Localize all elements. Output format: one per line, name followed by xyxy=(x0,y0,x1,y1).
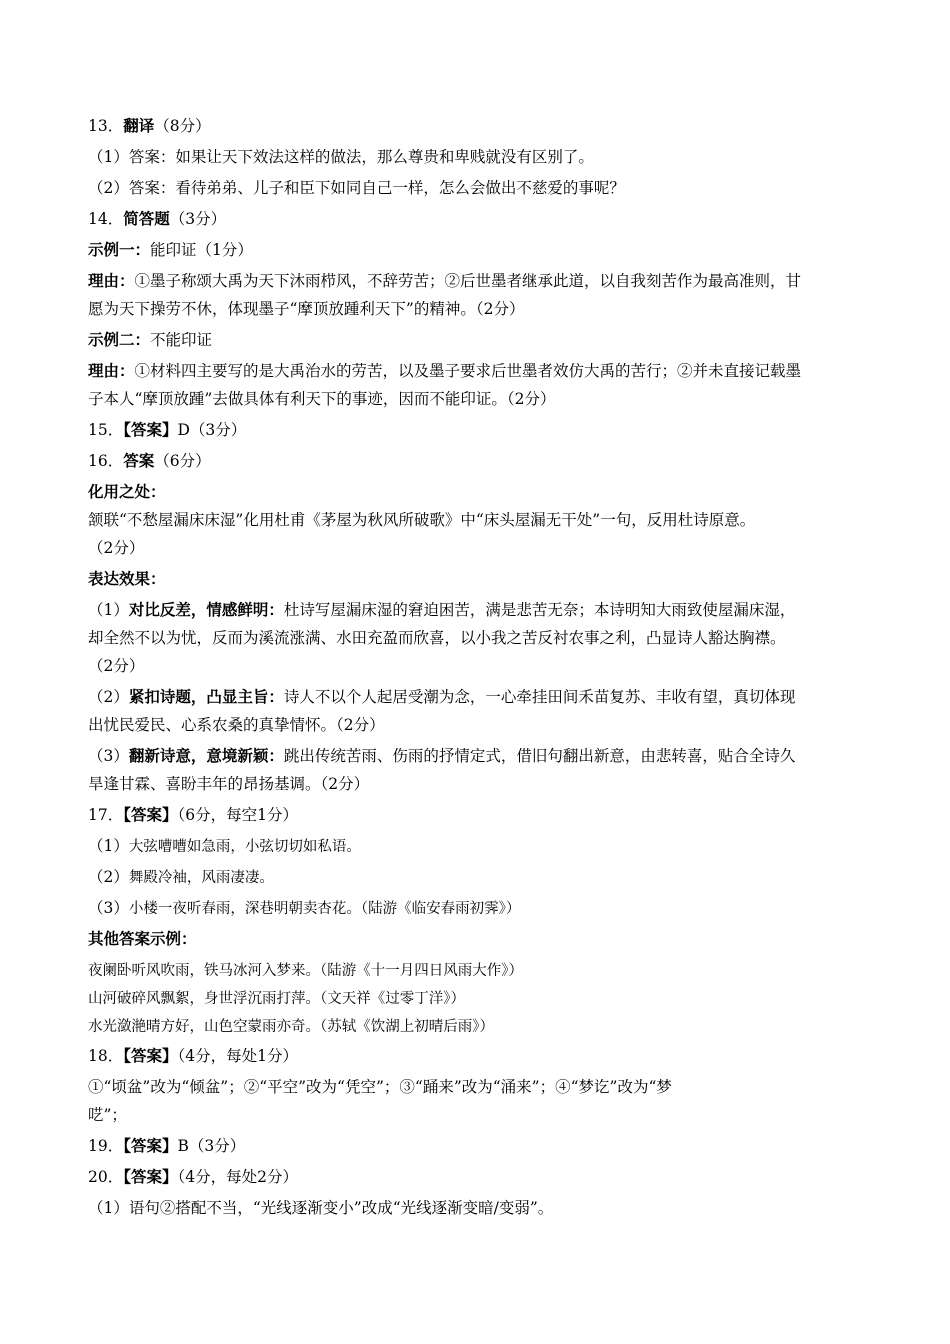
text-span: 14． xyxy=(88,210,124,228)
text-span: （1）语句②搭配不当，“光线逐渐变小”改成“光线逐渐变暗/变弱”。 xyxy=(88,1199,554,1217)
text-line xyxy=(88,656,863,676)
text-span: 杜诗写屋漏床湿的窘迫困苦，满是悲苦无奈；本诗明知大雨致使屋漏床湿， xyxy=(283,601,796,619)
text-line xyxy=(88,836,863,857)
text-span: 舞殿冷袖，风雨凄凄。 xyxy=(128,870,274,886)
text-line xyxy=(88,1105,863,1125)
text-line xyxy=(88,929,863,949)
text-line xyxy=(88,1046,863,1066)
text-span: （1） xyxy=(88,837,129,855)
bold-text: 紧扣诗题，凸显主旨： xyxy=(128,687,284,706)
text-span: 颔联“不愁屋漏床床湿”化用杜甫《茅屋为秋风所破歌》中“床头屋漏无干处”一句，反用杜诗原意。 xyxy=(88,511,756,529)
text-span: 子本人“摩顶放踵”去做具体有利天下的事迹，因而不能印证。（2分） xyxy=(88,390,556,408)
bold-text: 理由： xyxy=(88,271,135,290)
text-span: 能印证（1分） xyxy=(150,241,253,259)
text-span: 诗人不以个人起居受潮为念，一心牵挂田间禾苗复苏、丰收有望，真切体现 xyxy=(283,688,796,706)
bold-text: 【答案】 xyxy=(123,805,178,824)
text-span: 水光潋滟晴方好，山色空蒙雨亦奇。（苏轼《饮湖上初晴后雨》） xyxy=(88,1019,494,1035)
text-span: 愿为天下操劳不休，体现墨子“摩顶放踵利天下”的精神。（2分） xyxy=(88,300,525,318)
bold-text: 示例二： xyxy=(88,330,151,349)
text-line xyxy=(88,628,863,648)
text-line xyxy=(88,482,863,502)
text-span: 15． xyxy=(88,421,124,439)
bold-text: 理由： xyxy=(88,361,135,380)
bold-text: 翻译 xyxy=(123,116,155,135)
text-line xyxy=(88,330,863,350)
text-span: （3分） xyxy=(169,210,227,228)
text-span: 大弦嘈嘈如急雨，小弦切切如私语。 xyxy=(128,839,361,855)
text-span: 夜阑卧听风吹雨，铁马冰河入梦来。（陆游《十一月四日风雨大作》） xyxy=(88,963,523,979)
text-span: 小楼一夜听春雨，深巷明朝卖杏花。（陆游《临安春雨初霁》） xyxy=(128,901,521,917)
text-span: （2分） xyxy=(88,657,145,675)
text-span: 出忧民爱民、心系农桑的真挚情怀。（2分） xyxy=(88,716,385,734)
text-span: 17． xyxy=(88,806,124,824)
bold-text: 表达效果： xyxy=(88,569,166,588)
text-line xyxy=(88,209,863,229)
bold-text: 其他答案示例： xyxy=(88,929,197,948)
text-span: （8分） xyxy=(154,117,211,135)
text-line xyxy=(88,988,863,1009)
text-span: （2） xyxy=(88,688,129,706)
bold-text: 示例一： xyxy=(88,240,151,259)
text-span: （3） xyxy=(88,899,129,917)
text-line xyxy=(88,805,863,825)
text-span: 16． xyxy=(88,452,124,470)
text-line xyxy=(88,420,863,440)
text-line xyxy=(88,1136,863,1156)
text-span: ①墨子称颂大禹为天下沐雨栉风，不辞劳苦；②后世墨者继承此道，以自我刻苦作为最高准则，甘 xyxy=(134,272,802,290)
text-span: B（3分） xyxy=(177,1137,246,1155)
text-span: 山河破碎风飘絮，身世浮沉雨打萍。（文天祥《过零丁洋》） xyxy=(88,991,465,1007)
text-line xyxy=(88,1077,863,1097)
text-line xyxy=(88,389,863,409)
text-line xyxy=(88,538,863,558)
text-span: （2）答案：看待弟弟、儿子和臣下如同自己一样，怎么会做出不慈爱的事呢？ xyxy=(88,179,625,197)
text-line xyxy=(88,1016,863,1037)
text-line xyxy=(88,1167,863,1187)
text-line xyxy=(88,116,863,136)
text-span: （4分，每处2分） xyxy=(177,1168,298,1186)
text-span: ①材料四主要写的是大禹治水的劳苦，以及墨子要求后世墨者效仿大禹的苦行；②并未直接记载墨 xyxy=(134,362,802,380)
bold-text: 化用之处： xyxy=(88,482,166,501)
text-line xyxy=(88,451,863,471)
text-line xyxy=(88,569,863,589)
text-line xyxy=(88,600,863,620)
text-line xyxy=(88,867,863,888)
text-span: （4分，每处1分） xyxy=(177,1047,298,1065)
text-span: （3） xyxy=(88,747,129,765)
text-line xyxy=(88,715,863,735)
text-line xyxy=(88,1198,863,1218)
text-span: （6分，每空1分） xyxy=(177,806,298,824)
text-span: 呓”； xyxy=(88,1106,127,1124)
text-span: （1） xyxy=(88,601,129,619)
text-span: （2分） xyxy=(88,539,145,557)
text-line xyxy=(88,271,863,291)
bold-text: 【答案】 xyxy=(123,1167,178,1186)
bold-text: 翻新诗意，意境新颖： xyxy=(128,746,284,765)
text-span: 19． xyxy=(88,1137,124,1155)
text-span: 13． xyxy=(88,117,124,135)
text-line xyxy=(88,147,863,167)
text-line xyxy=(88,178,863,198)
text-span: 不能印证 xyxy=(150,331,213,349)
text-line xyxy=(88,960,863,981)
bold-text: 【答案】 xyxy=(123,420,178,439)
text-line xyxy=(88,240,863,260)
text-span: （1）答案：如果让天下效法这样的做法，那么尊贵和卑贱就没有区别了。 xyxy=(88,148,594,166)
text-span: （6分） xyxy=(154,452,211,470)
bold-text: 简答题 xyxy=(123,209,170,228)
text-span: 20． xyxy=(88,1168,124,1186)
text-span: 却全然不以为忧，反而为溪流涨满、水田充盈而欣喜，以小我之苦反衬农事之利，凸显诗人豁达胸襟。 xyxy=(88,629,786,647)
text-line xyxy=(88,510,863,530)
text-span: 跳出传统苦雨、伤雨的抒情定式，借旧句翻出新意，由悲转喜，贴合全诗久 xyxy=(283,747,796,765)
bold-text: 对比反差，情感鲜明： xyxy=(128,600,284,619)
text-line xyxy=(88,774,863,794)
bold-text: 答案 xyxy=(123,451,155,470)
text-span: 18． xyxy=(88,1047,124,1065)
text-line xyxy=(88,299,863,319)
text-line xyxy=(88,898,863,919)
text-line xyxy=(88,687,863,707)
text-span: D（3分） xyxy=(177,421,247,439)
text-line xyxy=(88,746,863,766)
text-span: （2） xyxy=(88,868,129,886)
bold-text: 【答案】 xyxy=(123,1136,178,1155)
text-line xyxy=(88,361,863,381)
bold-text: 【答案】 xyxy=(123,1046,178,1065)
text-span: 旱逢甘霖、喜盼丰年的昂扬基调。（2分） xyxy=(88,775,370,793)
text-span: ①“顷盆”改为“倾盆”；②“平空”改为“凭空”；③“踊来”改为“涌来”；④“梦讫”改为“梦 xyxy=(88,1078,672,1096)
